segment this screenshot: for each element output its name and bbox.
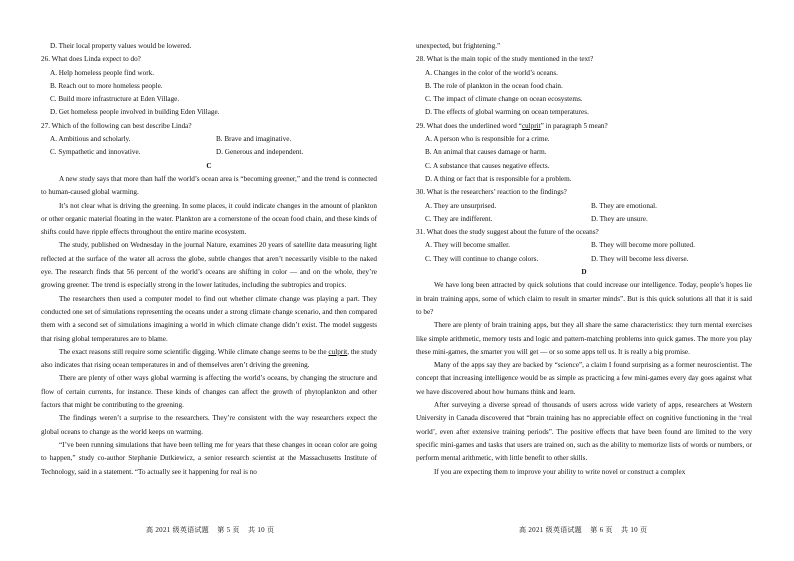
q30-stem: 30. What is the researchers’ reaction to the findings? — [416, 188, 567, 197]
underlined-word-culprit: culprit — [328, 347, 348, 356]
q28-option-a: A. Changes in the color of the world’s oceans. — [425, 68, 558, 77]
passage-c-paragraph: There are plenty of other ways global warming is affecting the world’s oceans, by changing the structure and flow of certain currents, for instance. These kinds of changes can affect the growth of phytoplankton and other factors that might be contributing to the greening. — [41, 374, 377, 410]
passage-d-paragraph: If you are expecting them to improve your ability to write novel or construct a complex — [434, 467, 686, 476]
q26-option-c: C. Build more infrastructure at Eden Village. — [50, 95, 180, 104]
section-c-heading: C — [206, 161, 212, 170]
q29-stem-before: 29. What does the underlined word “ — [416, 121, 522, 130]
passage-c-paragraph-5 — [41, 346, 377, 373]
q31-option-a: A. They will become smaller. — [425, 241, 510, 250]
q29-underlined-word: culprit — [521, 121, 541, 130]
passage-c-paragraph: It’s not clear what is driving the greening. In some places, it could indicate changes in the amount of plankton or other organic material floating in the water. Plankton are a cornerstone of the ocean food chain, and these kinds of shifts could have ripple effects throughout the entire marine ecosystem. — [41, 201, 377, 237]
section-d-heading: D — [581, 268, 587, 277]
q26-stem: 26. What does Linda expect to do? — [41, 55, 141, 64]
q30-option-d: D. They are unsure. — [591, 214, 648, 223]
q26-option-a: A. Help homeless people find work. — [50, 68, 154, 77]
p5-text-after: , the study also indicates that rising ocean temperatures in and of themselves aren’t driving the greening. — [41, 347, 378, 370]
passage-d-paragraph: Many of the apps say they are backed by “science”, a claim I found surprising as a former neuroscientist. The concept that increasing intelligence would be as simple as practicing a few mini-games every day goes against what we have discovered about how humans think and learn. — [416, 361, 752, 396]
passage-d-paragraph: We have long been attracted by quick solutions that could increase our intelligence. Today, people’s hopes lie in brain training apps, some of which claim to result in smarter minds”. But is this quick solutions all that it is said to be? — [416, 281, 752, 316]
q27-options-row-1 — [50, 133, 377, 146]
quote-continuation: unexpected, but frightening.” — [416, 42, 501, 50]
q29-stem-after: ” in paragraph 5 mean? — [540, 121, 608, 130]
q27-option-a: A. Ambitious and scholarly. — [50, 135, 131, 144]
q29-option-c: C. A substance that causes negative effects. — [425, 161, 550, 170]
q28-stem: 28. What is the main topic of the study mentioned in the text? — [416, 55, 594, 64]
q31-option-b: B. They will become more polluted. — [591, 241, 695, 250]
q29-option-d: D. A thing or fact that is responsible for a problem. — [425, 174, 572, 183]
passage-c-paragraph: The findings weren’t a surprise to the researchers. They’re consistent with the way researchers expect the global oceans to change as the world keeps on warming. — [41, 414, 377, 436]
q31-option-c: C. They will continue to change colors. — [425, 254, 539, 263]
passage-c-paragraph: The researchers then used a computer model to find out whether climate change was playing a part. They conducted one set of simulations representing the oceans under a strong climate change scenario, and then compared them with a second set of simulations imagining a world in which climate change didn’t exist. The model suggests that rising global temperatures are to blame. — [41, 294, 377, 343]
q26-option-d: D. Get homeless people involved in building Eden Village. — [50, 108, 220, 117]
q27-options-row-2 — [50, 146, 377, 159]
q27-option-d: D. Generous and independent. — [216, 148, 304, 157]
q28-option-d: D. The effects of global warming on ocean temperatures. — [425, 108, 589, 117]
q31-options-row-2 — [425, 253, 752, 266]
q30-options-row-2 — [425, 213, 752, 226]
left-page-footer: 高 2021 级英语试题 第 5 页 共 10 页 — [146, 526, 275, 534]
q29-stem — [416, 120, 752, 133]
passage-c-paragraph: “I’ve been running simulations that have been telling me for years that these changes in ocean color are going to happen,” study co-author Stephanie Dutkiewicz, a senior research scientist at the Massachusetts Institute of Technology, said in a statement. “To actually see it happening for real is no — [41, 440, 377, 476]
q27-stem: 27. Which of the following can best describe Linda? — [41, 121, 192, 130]
q29-option-a: A. A person who is responsible for a crime. — [425, 135, 550, 144]
left-page — [41, 40, 377, 479]
q28-option-c: C. The impact of climate change on ocean ecosystems. — [425, 95, 583, 104]
q28-option-b: B. The role of plankton in the ocean food chain. — [425, 81, 563, 90]
q30-option-a: A. They are unsurprised. — [425, 201, 497, 210]
q27-option-b: B. Brave and imaginative. — [216, 135, 292, 144]
passage-d-paragraph: There are plenty of brain training apps, but they all share the same characteristics: they turn mental exercises like simple arithmetic, memory tests and logic and pattern-matching problems into quick games. The more you play these mini-games, the smarter you will get — or so some apps tell us. It is really a big promise. — [416, 321, 752, 356]
right-page — [416, 40, 752, 479]
right-page-footer: 高 2021 级英语试题 第 6 页 共 10 页 — [519, 526, 648, 534]
q30-option-c: C. They are indifferent. — [425, 214, 493, 223]
passage-d-paragraph: After surveying a diverse spread of thousands of users across wide variety of apps, researchers at Western University in Canada discovered that “brain training has no appreciable effect on cognitive functioning in the ‘real world’, even after extensive training periods”. The positive effects that have been found are limited to the very specific mini-games and tasks that users are trained on, such as the ability to memorize lists of words or numbers, or perform mental arithmetic, with little benefit to other skills. — [416, 401, 752, 463]
passage-c-paragraph: The study, published on Wednesday in the journal Nature, examines 20 years of satellite data measuring light reflected at the surface of the water all across the globe, subtle changes that aren’t necessarily visible to the naked eye. The research finds that 56 percent of the world’s oceans are shifting in color — and on the whole, they’re growing greener. The trend is especially strong in the lower latitudes, including the subtropics and tropics. — [41, 241, 377, 290]
q26-option-b: B. Reach out to more homeless people. — [50, 81, 163, 90]
passage-c-paragraph: A new study says that more than half the world’s ocean area is “becoming greener,” and the trend is connected to human-caused global warming. — [41, 174, 377, 197]
q31-stem: 31. What does the study suggest about the future of the oceans? — [416, 228, 599, 237]
q25-option-d: D. Their local property values would be lowered. — [50, 42, 192, 50]
q29-option-b: B. An animal that causes damage or harm. — [425, 148, 547, 157]
q30-option-b: B. They are emotional. — [591, 201, 657, 210]
p5-text-before: The exact reasons still require some scientific digging. While climate change seems to be the — [59, 347, 327, 356]
q30-options-row-1 — [425, 200, 752, 213]
q31-option-d: D. They will become less diverse. — [591, 254, 689, 263]
q27-option-c: C. Sympathetic and innovative. — [50, 148, 141, 157]
q31-options-row-1 — [425, 239, 752, 252]
